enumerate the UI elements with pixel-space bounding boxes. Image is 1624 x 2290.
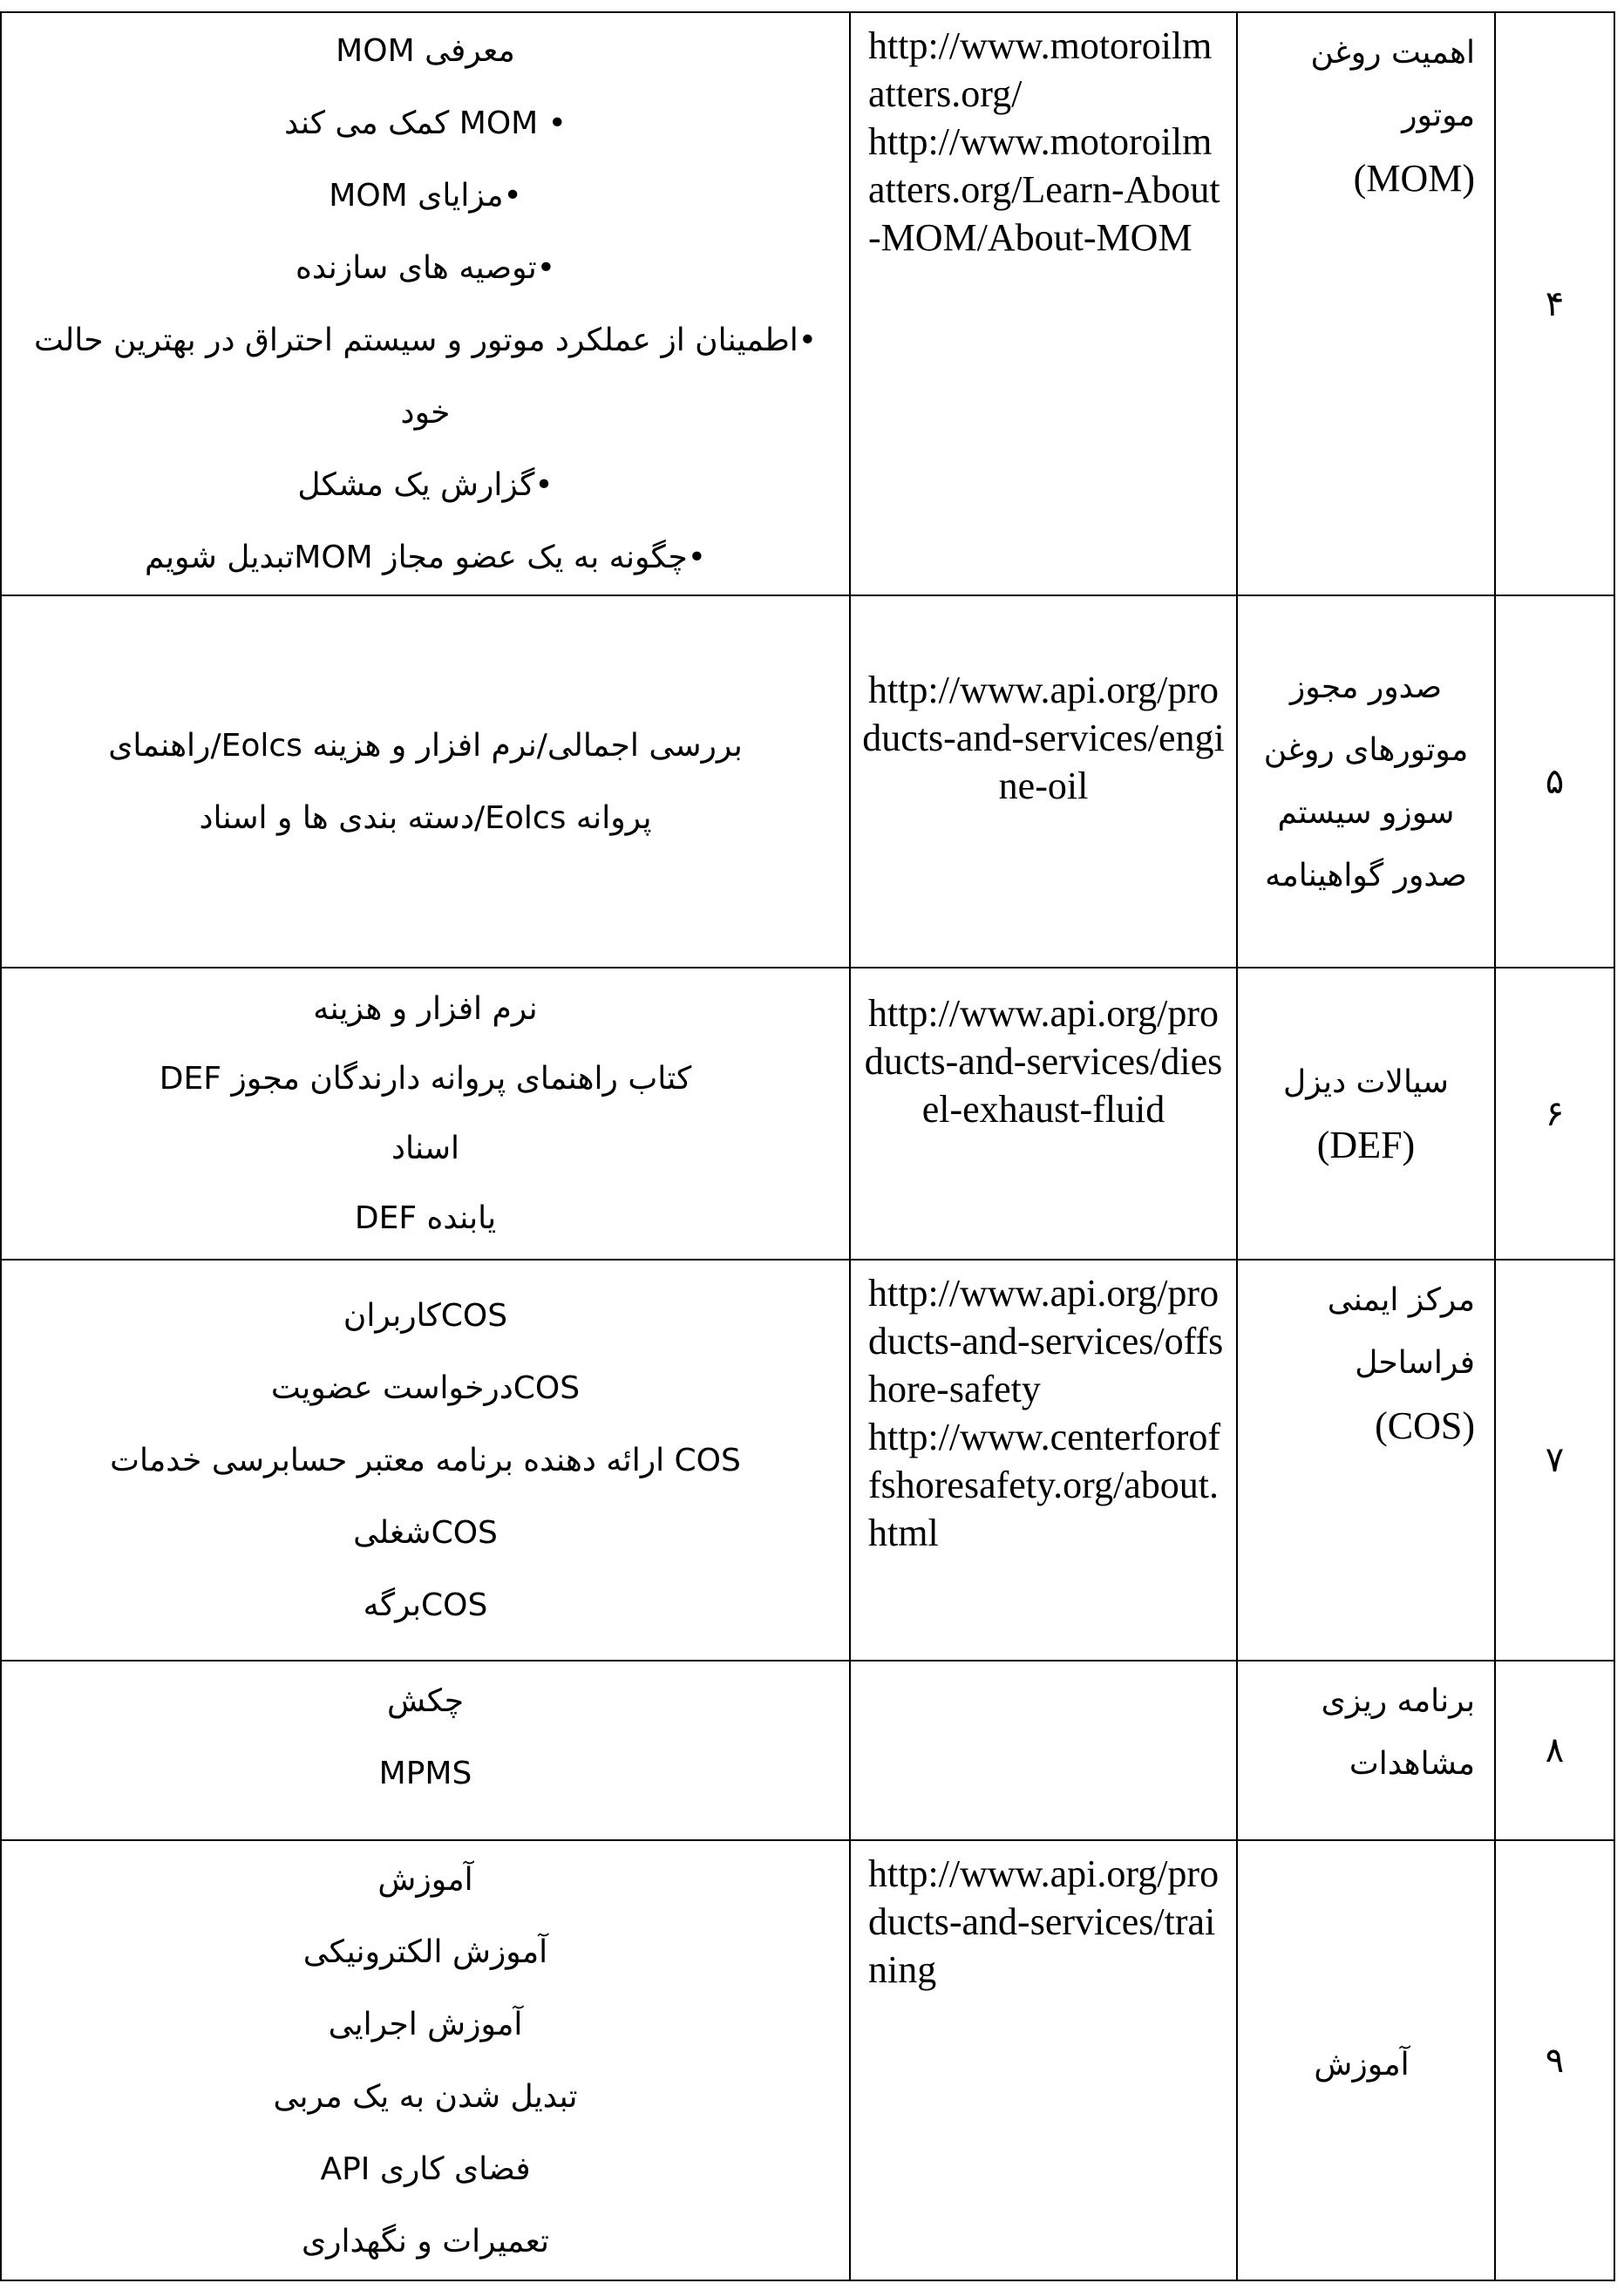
title-line: موتور: [1402, 98, 1475, 133]
topic-item: معرفی MOM: [336, 32, 515, 69]
title-line: مرکز ایمنی: [1327, 1282, 1475, 1318]
topic-item: •توصیه های سازنده: [296, 249, 555, 286]
title-line: (DEF): [1316, 1123, 1416, 1166]
topic-item: آموزش اجرایی: [328, 2006, 523, 2042]
topic-item: MPMS: [378, 1756, 472, 1791]
title-line: مشاهدات: [1349, 1746, 1475, 1782]
row-number: ۵: [1495, 595, 1614, 968]
topic-item: خود: [400, 394, 451, 431]
title-line: فراساحل: [1355, 1345, 1475, 1381]
title-line: آموزش: [1314, 2046, 1410, 2083]
table-row: [1, 12, 1614, 595]
row-number: ۴: [1495, 12, 1614, 595]
url-link[interactable]: http://www.api.org/products-and-services/offshore-safety: [868, 1272, 1224, 1410]
title-cell: [1237, 968, 1495, 1260]
topic-item: COSشغلی: [353, 1514, 498, 1551]
topic-item: •اطمینان از عملکرد موتور و سیستم احتراق در بهترین حالت: [33, 322, 818, 358]
row-number: ۸: [1495, 1661, 1614, 1840]
url-link[interactable]: http://www.api.org/products-and-services/engine-oil: [862, 669, 1225, 807]
url-cell: [850, 968, 1237, 1260]
title-line: (MOM): [1353, 157, 1475, 200]
topic-item: چکش: [386, 1683, 465, 1719]
topic-item: یابنده DEF: [354, 1199, 497, 1236]
resources-table: [0, 11, 1615, 2281]
row-number: ۹: [1495, 1840, 1614, 2280]
url-link[interactable]: http://www.motoroilmatters.org/: [868, 24, 1213, 115]
table-row: [1, 1840, 1614, 2280]
title-line: موتورهای روغن: [1263, 731, 1469, 768]
topics-cell: [1, 1260, 850, 1661]
url-cell: [850, 1661, 1237, 1840]
title-line: اهمیت روغن: [1310, 35, 1475, 71]
url-cell: [850, 1840, 1237, 2280]
topic-item: تعمیرات و نگهداری: [301, 2223, 550, 2259]
topics-cell: [1, 1840, 850, 2280]
table-row: [1, 968, 1614, 1260]
url-cell: [850, 12, 1237, 595]
title-cell: [1237, 1260, 1495, 1661]
topic-item: کتاب راهنمای پروانه دارندگان مجوز DEF: [159, 1060, 692, 1097]
topic-item: آموزش: [377, 1861, 473, 1898]
topic-item: • MOM کمک می کند: [284, 105, 567, 141]
table-row: [1, 595, 1614, 968]
topic-item: •چگونه به یک عضو مجاز MOMتبدیل شویم: [145, 539, 706, 575]
topic-item: پروانه Eolcs/دسته بندی ها و اسناد: [199, 799, 652, 836]
topic-item: آموزش الکترونیکی: [302, 1933, 548, 1970]
topic-item: COSدرخواست عضویت: [270, 1369, 581, 1406]
topic-item: نرم افزار و هزینه: [313, 990, 538, 1027]
title-cell: [1237, 1840, 1495, 2280]
title-cell: [1237, 595, 1495, 968]
topic-item: بررسی اجمالی/نرم افزار و هزینه Eolcs/راهنمای: [108, 727, 743, 764]
topic-item: تبدیل شدن به یک مربی: [273, 2078, 578, 2115]
topics-cell: [1, 968, 850, 1260]
topic-item: COSبرگه: [363, 1587, 488, 1623]
topics-cell: [1, 12, 850, 595]
title-line: صدور مجوز: [1289, 669, 1443, 705]
url-cell: [850, 1260, 1237, 1661]
title-cell: [1237, 1661, 1495, 1840]
topic-item: •مزایای MOM: [329, 177, 522, 214]
url-link[interactable]: http://www.api.org/products-and-services/diesel-exhaust-fluid: [864, 992, 1223, 1131]
row-number: ۷: [1495, 1260, 1614, 1661]
url-link[interactable]: http://www.motoroilmatters.org/Learn-About-MOM/About-MOM: [868, 120, 1220, 259]
topic-item: COS ارائه دهنده برنامه معتبر حسابرسی خدمات: [110, 1442, 741, 1478]
title-line: صدور گواهینامه: [1265, 857, 1467, 894]
table-row: [1, 1661, 1614, 1840]
url-cell: [850, 595, 1237, 968]
url-link[interactable]: http://www.api.org/products-and-services/training: [868, 1852, 1220, 1991]
title-line: سیالات دیزل: [1283, 1063, 1449, 1100]
title-line: (COS): [1375, 1404, 1475, 1447]
row-number: ۶: [1495, 968, 1614, 1260]
title-line: سوزو سیستم: [1277, 794, 1455, 831]
url-link[interactable]: http://www.centerforoffshoresafety.org/about.html: [868, 1416, 1221, 1554]
topics-cell: [1, 1661, 850, 1840]
topic-item: COSکاربران: [343, 1297, 508, 1334]
topic-item: فضای کاری API: [320, 2151, 531, 2187]
topic-item: •گزارش یک مشکل: [297, 466, 554, 503]
title-cell: [1237, 12, 1495, 595]
table-row: [1, 1260, 1614, 1661]
title-line: برنامه ریزی: [1321, 1683, 1475, 1719]
topics-cell: [1, 595, 850, 968]
topic-item: اسناد: [391, 1130, 460, 1166]
